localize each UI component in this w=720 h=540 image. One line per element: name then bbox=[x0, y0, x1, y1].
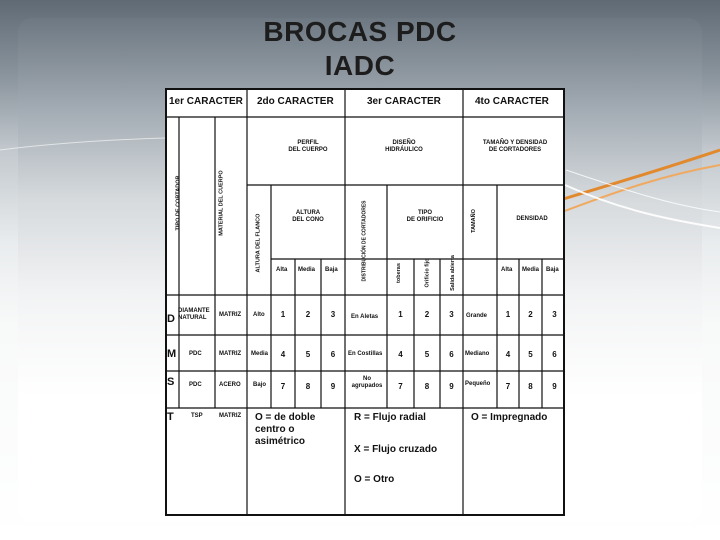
row-s-n2-2: 8 bbox=[305, 382, 311, 391]
row-s-n4-2: 8 bbox=[528, 382, 533, 391]
altura-cono-label: ALTURA DEL CONO bbox=[292, 210, 324, 223]
densidad-label: DENSIDAD bbox=[516, 216, 548, 222]
row-t-material: MATRIZ bbox=[219, 413, 242, 419]
col2-baja: Baja bbox=[325, 267, 338, 273]
row-m-tam: Mediano bbox=[465, 351, 490, 357]
row-m-n2-3: 6 bbox=[330, 350, 336, 359]
row-m-n3-1: 4 bbox=[398, 350, 403, 359]
row-d-tam: Grande bbox=[466, 313, 488, 319]
row-s-dist: No agrupados bbox=[351, 376, 383, 389]
row-s-tam: Pequeño bbox=[465, 381, 491, 387]
slide-subtitle: IADC bbox=[324, 50, 396, 81]
perfil-cuerpo-label: PERFIL DEL CUERPO bbox=[288, 140, 328, 153]
distribucion-cortadores-label: DISTRIBUCIÓN DE CORTADORES bbox=[361, 200, 368, 282]
code-x-flujo-cruzado: X = Flujo cruzado bbox=[354, 444, 438, 455]
row-d-n2-1: 1 bbox=[280, 310, 286, 319]
row-d-n3-2: 2 bbox=[424, 310, 430, 319]
row-d-n2-3: 3 bbox=[330, 310, 336, 319]
tipo-cortador-label: TIPO DE CORTADOR bbox=[175, 175, 182, 231]
code-o-impregnado: O = Impregnado bbox=[471, 412, 548, 423]
header-char-4: 4to CARACTER bbox=[475, 96, 549, 107]
row-m-n4-1: 4 bbox=[505, 350, 511, 359]
row-d-material: MATRIZ bbox=[219, 312, 242, 318]
orificio-fijo-label: Orificio fijo bbox=[424, 258, 431, 288]
col2-alta: Alta bbox=[276, 267, 288, 273]
header-char-2: 2do CARACTER bbox=[257, 96, 334, 107]
row-s-n2-1: 7 bbox=[280, 382, 286, 391]
header-char-3: 3er CARACTER bbox=[367, 96, 441, 107]
toberas-label: toberas bbox=[395, 263, 402, 283]
iadc-classification-table bbox=[165, 88, 565, 516]
row-s-n3-2: 8 bbox=[424, 382, 430, 391]
row-d-n4-3: 3 bbox=[552, 310, 557, 319]
row-d-n4-2: 2 bbox=[528, 310, 533, 319]
col4-media: Media bbox=[522, 267, 540, 273]
col4-baja: Baja bbox=[546, 267, 559, 273]
row-m-altura: Media bbox=[251, 351, 269, 357]
row-m-n3-2: 5 bbox=[424, 350, 430, 359]
col4-alta: Alta bbox=[501, 267, 513, 273]
diseno-hidraulico-label: DISEÑO HIDRÁULICO bbox=[385, 140, 423, 153]
col2-media: Media bbox=[298, 267, 316, 273]
row-s-cortador: PDC bbox=[189, 382, 202, 388]
row-letter-s: S bbox=[167, 376, 175, 388]
row-d-n4-1: 1 bbox=[505, 310, 511, 319]
slide-title: BROCAS PDC bbox=[263, 16, 457, 47]
row-d-cortador: DIAMANTE NATURAL bbox=[178, 308, 210, 321]
tamano-densidad-label: TAMAÑO Y DENSIDAD DE CORTADORES bbox=[482, 140, 548, 153]
row-m-n4-2: 5 bbox=[528, 350, 533, 359]
altura-flanco-label: ALTURA DEL FLANCO bbox=[255, 213, 262, 273]
tipo-orificio-label: TIPO DE ORIFICIO bbox=[406, 210, 444, 223]
row-m-n2-2: 5 bbox=[305, 350, 311, 359]
row-t-cortador: TSP bbox=[191, 413, 203, 419]
row-d-n2-2: 2 bbox=[305, 310, 311, 319]
row-s-n4-1: 7 bbox=[505, 382, 511, 391]
header-char-1: 1er CARACTER bbox=[169, 96, 243, 107]
row-d-n3-1: 1 bbox=[398, 310, 403, 319]
salida-abierta-label: Salida abierta bbox=[449, 255, 456, 291]
row-m-material: MATRIZ bbox=[219, 351, 242, 357]
row-m-n4-3: 6 bbox=[552, 350, 557, 359]
row-d-n3-3: 3 bbox=[449, 310, 454, 319]
row-d-dist: En Aletas bbox=[351, 314, 379, 320]
code-r-flujo-radial: R = Flujo radial bbox=[354, 412, 426, 423]
code-o-doble-centro: O = de doble centro o asimétrico bbox=[255, 412, 316, 447]
row-s-n4-3: 9 bbox=[552, 382, 557, 391]
row-m-dist: En Costillas bbox=[348, 351, 383, 357]
row-m-cortador: PDC bbox=[189, 351, 202, 357]
row-s-n2-3: 9 bbox=[330, 382, 336, 391]
row-letter-t: T bbox=[167, 411, 174, 423]
code-o-otro: O = Otro bbox=[354, 474, 395, 485]
row-m-n2-1: 4 bbox=[280, 350, 286, 359]
row-d-altura: Alto bbox=[253, 312, 265, 318]
tamano-label: TAMAÑO bbox=[470, 209, 477, 233]
row-letter-d: D bbox=[167, 313, 175, 325]
row-s-n3-1: 7 bbox=[398, 382, 403, 391]
row-s-n3-3: 9 bbox=[449, 382, 454, 391]
row-s-material: ACERO bbox=[219, 382, 241, 388]
row-letter-m: M bbox=[167, 348, 177, 360]
row-m-n3-3: 6 bbox=[449, 350, 454, 359]
material-cuerpo-label: MATERIAL DEL CUERPO bbox=[218, 170, 225, 236]
row-s-altura: Bajo bbox=[253, 382, 267, 388]
